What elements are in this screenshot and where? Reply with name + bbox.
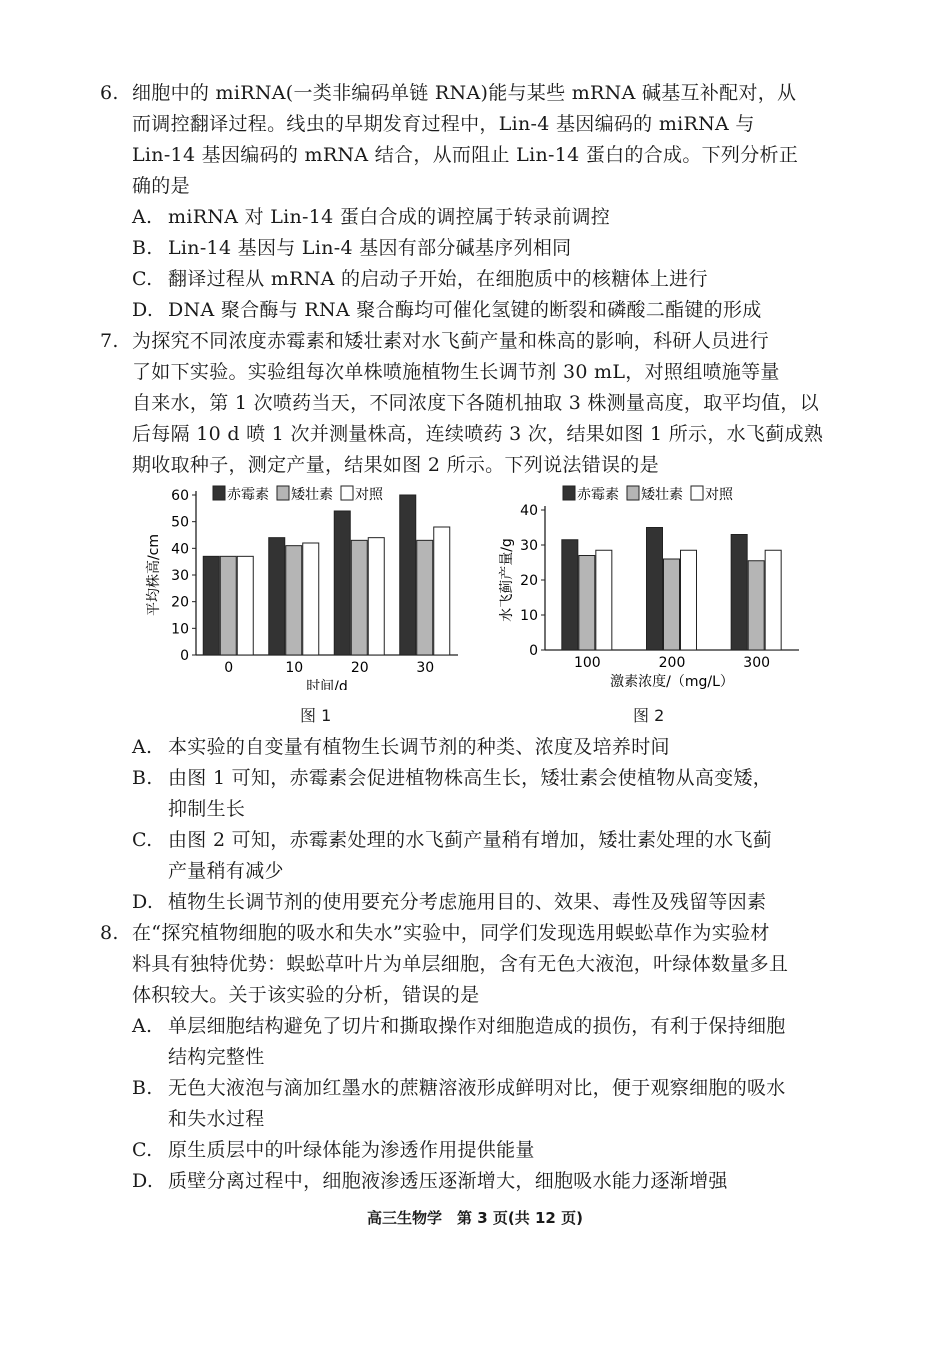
- bar-赤霉素: [203, 556, 219, 655]
- q8-option-a: A. 单层细胞结构避免了切片和撕取操作对细胞造成的损伤，有利于保持细胞: [132, 1015, 786, 1037]
- bar-赤霉素: [400, 495, 416, 655]
- q8-number: 8.: [100, 922, 119, 944]
- figure-2: [495, 480, 815, 694]
- q6-option-a: A. miRNA 对 Lin-14 蛋白合成的调控属于转录前调控: [132, 206, 611, 228]
- bar-矮壮素: [220, 556, 236, 655]
- bar-对照: [765, 550, 781, 650]
- bar-赤霉素: [647, 528, 663, 651]
- q7-stem-line: 自来水，第 1 次喷药当天，不同浓度下各随机抽取 3 株测量高度，取平均值，以: [132, 392, 820, 414]
- legend-swatch: [341, 486, 353, 500]
- q8-option-a-cont: 结构完整性: [168, 1046, 265, 1068]
- question-6: [100, 78, 820, 326]
- y-axis-label: 平均株高/cm: [146, 533, 162, 617]
- y-tick-label: 40: [171, 541, 189, 558]
- q7-option-d: D. 植物生长调节剂的使用要充分考虑施用目的、效果、毒性及残留等因素: [132, 891, 767, 913]
- x-tick-label: 10: [285, 660, 304, 676]
- bar-矮壮素: [748, 561, 764, 650]
- x-tick-label: 30: [416, 660, 435, 676]
- bar-赤霉素: [562, 540, 578, 650]
- q6-stem-line: 确的是: [132, 175, 190, 197]
- y-tick-label: 10: [520, 608, 538, 624]
- y-tick-label: 20: [171, 594, 189, 611]
- bar-对照: [368, 538, 384, 655]
- y-axis-label: 水飞蓟产量/g: [499, 538, 515, 622]
- bar-矮壮素: [286, 546, 302, 655]
- q8-stem-line: 体积较大。关于该实验的分析，错误的是: [132, 984, 480, 1006]
- q8-option-b-cont: 和失水过程: [168, 1108, 265, 1130]
- q8-option-d: D. 质壁分离过程中，细胞液渗透压逐渐增大，细胞吸水能力逐渐增强: [132, 1170, 728, 1192]
- bar-对照: [681, 550, 697, 650]
- x-tick-label: 20: [350, 660, 369, 676]
- q7-number: 7.: [100, 330, 119, 352]
- bar-矮壮素: [351, 540, 367, 655]
- q6-option-b: B. Lin-14 基因与 Lin-4 基因有部分碱基序列相同: [132, 237, 572, 259]
- q7-option-c-cont: 产量稍有减少: [168, 860, 284, 882]
- figure-2-caption: 图 2: [633, 706, 665, 725]
- question-8: [100, 918, 820, 1197]
- q7-option-b: B. 由图 1 可知，赤霉素会促进植物株高生长，矮壮素会使植物从高变矮，: [132, 767, 773, 789]
- bar-赤霉素: [269, 538, 285, 655]
- q7-stem-line: 期收取种子，测定产量，结果如图 2 所示。下列说法错误的是: [132, 454, 659, 476]
- legend-label: 对照: [355, 487, 383, 503]
- y-tick-label: 60: [171, 488, 189, 504]
- bar-矮壮素: [417, 540, 433, 655]
- q7-stem-line: 7. 为探究不同浓度赤霉素和矮壮素对水飞蓟产量和株高的影响，科研人员进行: [100, 326, 820, 357]
- legend-label: 赤霉素: [227, 487, 269, 503]
- q6-option-c: C. 翻译过程从 mRNA 的启动子开始，在细胞质中的核糖体上进行: [132, 268, 708, 290]
- bar-矮壮素: [664, 559, 680, 650]
- legend-swatch: [213, 486, 225, 500]
- q7-options: [100, 732, 820, 918]
- x-axis-label: 时间/d: [306, 679, 348, 690]
- legend-label: 矮壮素: [291, 487, 333, 503]
- legend-label: 矮壮素: [641, 487, 683, 503]
- x-tick-label: 100: [573, 655, 601, 671]
- legend-swatch: [563, 486, 575, 500]
- bar-矮壮素: [579, 556, 595, 651]
- bar-赤霉素: [731, 535, 747, 651]
- legend-label: 对照: [705, 487, 733, 503]
- y-tick-label: 20: [520, 573, 538, 589]
- figure-1: [140, 480, 470, 694]
- q6-stem-line: 而调控翻译过程。线虫的早期发育过程中，Lin-4 基因编码的 miRNA 与: [132, 113, 755, 135]
- q6-number: 6.: [100, 82, 119, 104]
- y-tick-label: 30: [520, 538, 538, 554]
- y-tick-label: 0: [529, 643, 538, 659]
- x-tick-label: 300: [743, 655, 771, 671]
- bar-赤霉素: [334, 511, 350, 655]
- figure-2-chart: [495, 480, 815, 690]
- legend-swatch: [627, 486, 639, 500]
- q7-option-b-cont: 抑制生长: [168, 798, 246, 820]
- legend-swatch: [277, 486, 289, 500]
- bar-对照: [303, 543, 319, 655]
- question-7: [100, 326, 824, 481]
- x-axis-label: 激素浓度/（mg/L）: [610, 674, 734, 690]
- q6-stem-line: 6. 细胞中的 miRNA(一类非编码单链 RNA)能与某些 mRNA 碱基互补配对，从: [100, 78, 820, 109]
- bar-对照: [596, 550, 612, 650]
- y-tick-label: 0: [180, 648, 189, 664]
- q7-option-c: C. 由图 2 可知，赤霉素处理的水飞蓟产量稍有增加，矮壮素处理的水飞蓟: [132, 829, 773, 851]
- q8-stem-line: 料具有独特优势：蜈蚣草叶片为单层细胞，含有无色大液泡，叶绿体数量多且: [132, 953, 789, 975]
- page-footer: 高三生物学 第 3 页(共 12 页): [367, 1209, 583, 1227]
- q7-stem-line: 后每隔 10 d 喷 1 次并测量株高，连续喷药 3 次，结果如图 1 所示，水飞蓟成熟: [132, 423, 824, 445]
- y-tick-label: 50: [171, 514, 189, 531]
- figure-1-chart: [140, 480, 470, 690]
- q8-stem-line: 8. 在“探究植物细胞的吸水和失水”实验中，同学们发现选用蜈蚣草作为实验材: [100, 918, 820, 949]
- legend-swatch: [691, 486, 703, 500]
- q8-option-c: C. 原生质层中的叶绿体能为渗透作用提供能量: [132, 1139, 535, 1161]
- y-tick-label: 40: [520, 503, 538, 519]
- q6-stem-line: Lin-14 基因编码的 mRNA 结合，从而阻止 Lin-14 蛋白的合成。下列分析正: [132, 144, 799, 166]
- y-tick-label: 10: [171, 621, 189, 638]
- x-tick-label: 0: [224, 660, 234, 676]
- legend-label: 赤霉素: [577, 487, 619, 503]
- figure-1-caption: 图 1: [300, 706, 332, 725]
- bar-对照: [237, 556, 253, 655]
- q7-stem-line: 了如下实验。实验组每次单株喷施植物生长调节剂 30 mL，对照组喷施等量: [132, 361, 780, 383]
- q8-option-b: B. 无色大液泡与滴加红墨水的蔗糖溶液形成鲜明对比，便于观察细胞的吸水: [132, 1077, 786, 1099]
- q6-option-d: D. DNA 聚合酶与 RNA 聚合酶均可催化氢键的断裂和磷酸二酯键的形成: [132, 299, 762, 321]
- q7-option-a: A. 本实验的自变量有植物生长调节剂的种类、浓度及培养时间: [132, 736, 670, 758]
- y-tick-label: 30: [171, 568, 189, 584]
- bar-对照: [434, 527, 450, 655]
- x-tick-label: 200: [658, 655, 686, 671]
